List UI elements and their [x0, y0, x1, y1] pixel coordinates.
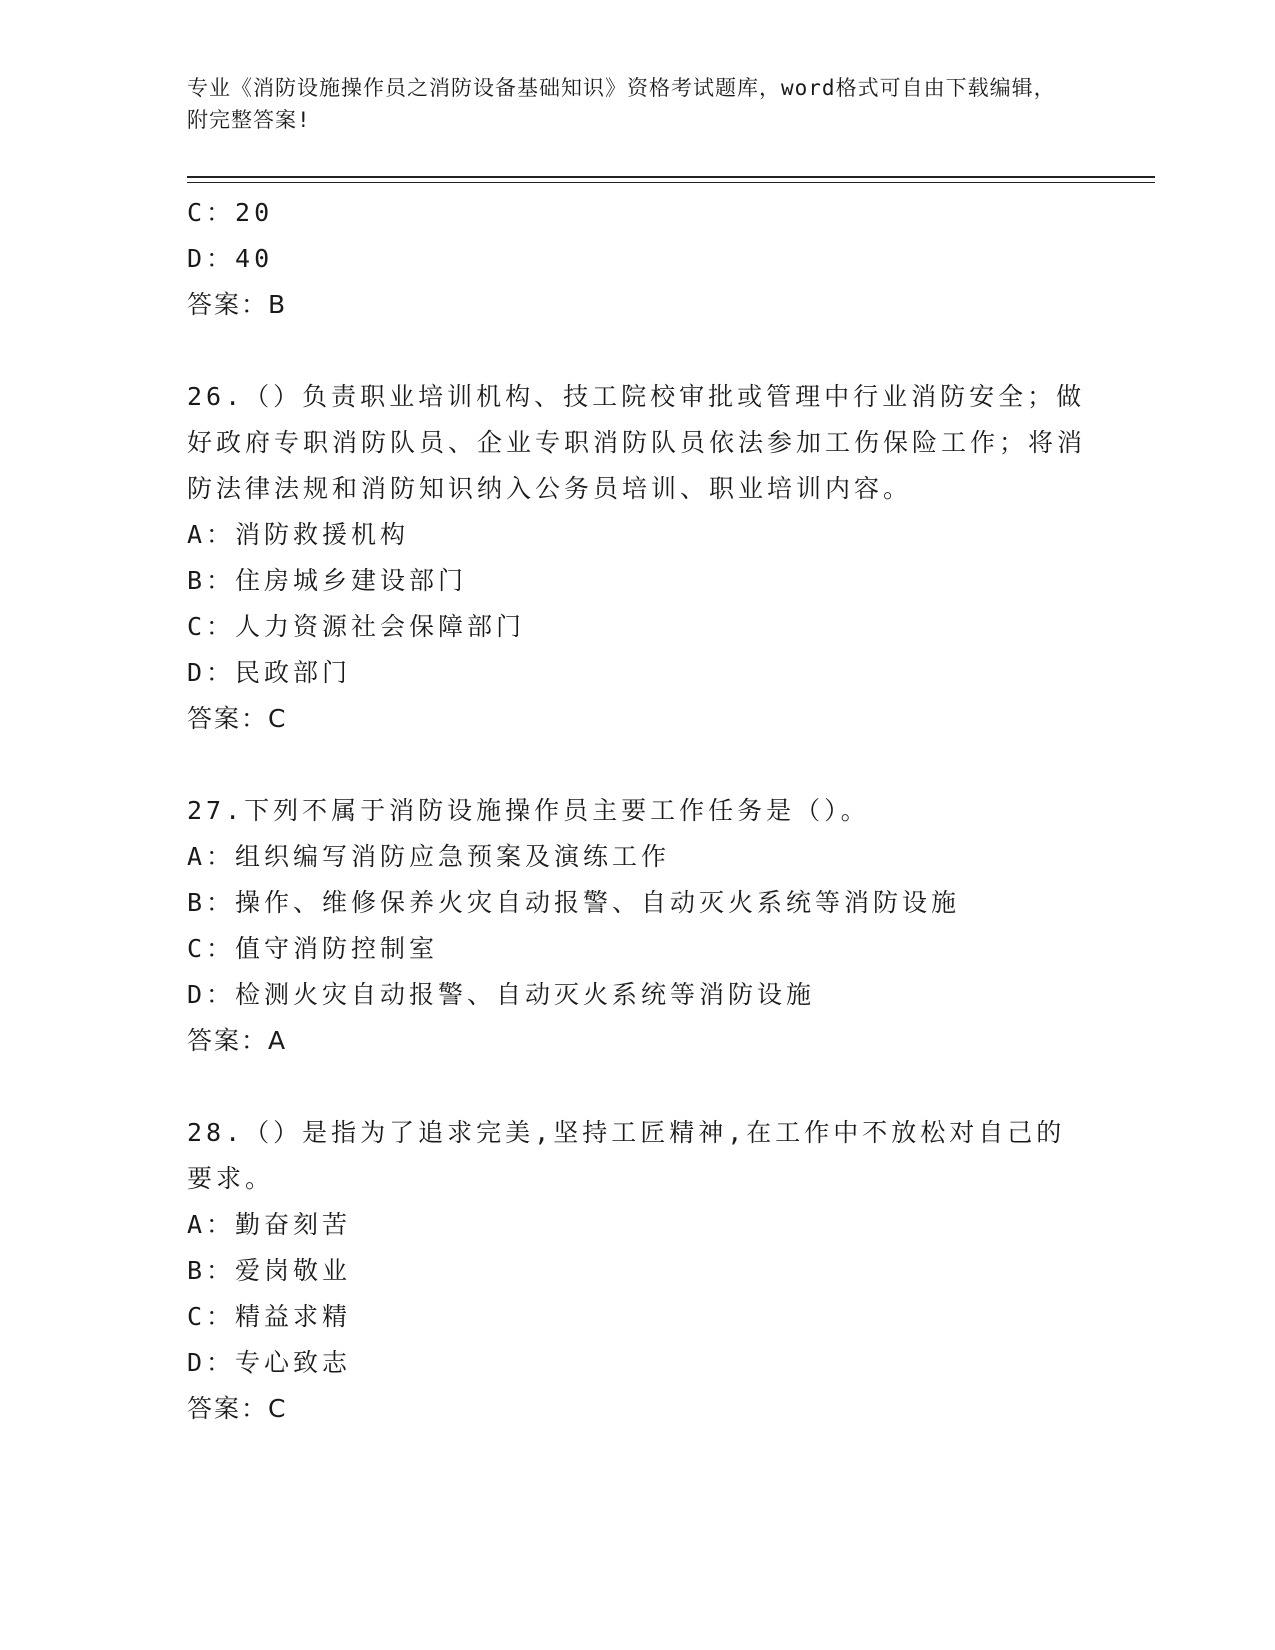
option-b: B：爱岗敬业	[187, 1256, 352, 1285]
question-28	[187, 1110, 1087, 1432]
option-c: C：20	[187, 198, 274, 227]
answer: 答案：C	[187, 1394, 288, 1423]
question-stem: 28.（）是指为了追求完美,坚持工匠精神,在工作中不放松对自己的要求。	[187, 1118, 1066, 1193]
option-c: C：人力资源社会保障部门	[187, 612, 526, 641]
option-d: D：检测火灾自动报警、自动灭火系统等消防设施	[187, 980, 816, 1009]
question-stem: 26.（）负责职业培训机构、技工院校审批或管理中行业消防安全；做好政府专职消防队员、企业专职消防队员依法参加工伤保险工作；将消防法律法规和消防知识纳入公务员培训、职业培训内容。	[187, 382, 1087, 503]
option-a: A：消防救援机构	[187, 520, 410, 549]
header-text: 专业《消防设施操作员之消防设备基础知识》资格考试题库，word格式可自由下载编辑，附完整答案!	[187, 76, 1056, 132]
header-rule	[187, 176, 1155, 178]
answer: 答案：C	[187, 704, 288, 733]
question-27	[187, 788, 1087, 1064]
option-a: A：勤奋刻苦	[187, 1210, 352, 1239]
question-26	[187, 374, 1087, 742]
question-stem: 27.下列不属于消防设施操作员主要工作任务是（）。	[187, 796, 870, 825]
prev-question	[187, 190, 1087, 328]
option-c: C：精益求精	[187, 1302, 352, 1331]
option-b: B：操作、维修保养火灾自动报警、自动灭火系统等消防设施	[187, 888, 961, 917]
option-b: B：住房城乡建设部门	[187, 566, 468, 595]
option-c: C：值守消防控制室	[187, 934, 439, 963]
option-a: A：组织编写消防应急预案及演练工作	[187, 842, 671, 871]
question-list	[187, 190, 1087, 1432]
answer: 答案：B	[187, 290, 288, 319]
answer: 答案：A	[187, 1026, 288, 1055]
option-d: D：民政部门	[187, 658, 352, 687]
option-d: D：40	[187, 244, 274, 273]
page-header	[187, 72, 1067, 136]
header-rule-thin	[187, 182, 1155, 183]
option-d: D：专心致志	[187, 1348, 352, 1377]
